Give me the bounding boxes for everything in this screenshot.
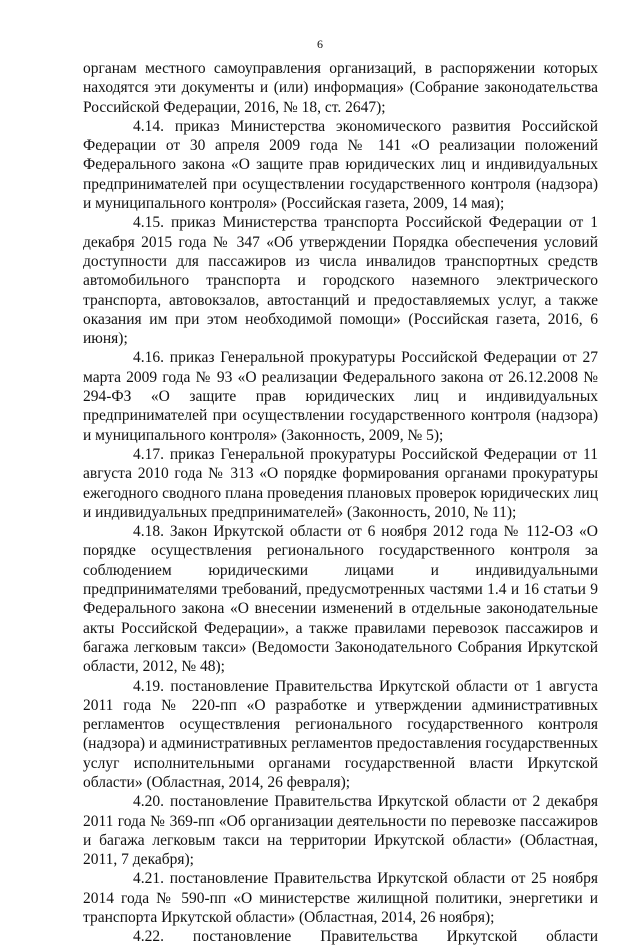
paragraph-4-21: 4.21. постановление Правительства Иркутской области от 25 ноября 2014 года № 590-пп «О министерстве жилищной политики, энергетики и транспорта Иркутской области» (Областная, 2014, 26 ноября);: [83, 870, 598, 927]
paragraph-4-19: 4.19. постановление Правительства Иркутской области от 1 августа 2011 года № 220-пп «О разработке и утверждении административных регламентов осуществления регионального государственного контроля (надзора) и административных регламентов предоставления государственных услуг исполнительными органами государственной власти Иркутской области» (Областная, 2014, 26 февраля);: [83, 677, 598, 791]
paragraph-4-17: 4.17. приказ Генеральной прокуратуры Российской Федерации от 11 августа 2010 года № 313 «О порядке формирования органами прокуратуры ежегодного сводного плана проведения плановых проверок юридических лиц и индивидуальных предпринимателей» (Законность, 2010, № 11);: [83, 445, 598, 521]
paragraph-4-15: 4.15. приказ Министерства транспорта Российской Федерации от 1 декабря 2015 года № 347 «Об утверждении Порядка обеспечения условий доступности для пассажиров из числа инвалидов транспортных средств автомобильного транспорта и городского наземного электрического транспорта, автовокзалов, автостанций и предоставляемых услуг, а также оказания им при этом необходимой помощи» (Российская газета, 2016, 6 июня);: [83, 214, 598, 348]
paragraph-4-16: 4.16. приказ Генеральной прокуратуры Российской Федерации от 27 марта 2009 года № 93 «О реализации Федерального закона от 26.12.2008 № 294-ФЗ «О защите прав юридических лиц и индивидуальных предпринимателей при осуществлении государственного контроля (надзора) и муниципального контроля» (Законность, 2009, № 5);: [83, 349, 598, 444]
paragraph-4-18: 4.18. Закон Иркутской области от 6 ноября 2012 года № 112-ОЗ «О порядке осуществления регионального государственного контроля за соблюдением юридическими лицами и индивидуальными предпринимателями требований, предусмотренных частями 1.4 и 16 статьи 9 Федерального закона «О внесении изменений в отдельные законодательные акты Российской Федерации», а также правилами перевозок пассажиров и багажа легковым такси» (Ведомости Законодательного Собрания Иркутской области, 2012, № 48);: [83, 523, 598, 676]
paragraph-4-14: 4.14. приказ Министерства экономического развития Российской Федерации от 30 апреля 2009 года № 141 «О реализации положений Федерального закона «О защите прав юридических лиц и индивидуальных предпринимателей при осуществлении государственного контроля (надзора) и муниципального контроля» (Российская газета, 2009, 14 мая);: [83, 117, 598, 213]
document-body: [83, 59, 598, 947]
paragraph-continuation: органам местного самоуправления организаций, в распоряжении которых находятся эти документы и (или) информация» (Собрание законодательства Российской Федерации, 2016, № 18, ст. 2647);: [83, 60, 598, 116]
paragraph-4-22: 4.22. постановление Правительства Иркутской области: [133, 928, 598, 946]
page-number: 6: [317, 37, 323, 51]
paragraph-4-20: 4.20. постановление Правительства Иркутской области от 2 декабря 2011 года № 369-пп «Об организации деятельности по перевозке пассажиров и багажа легковым такси на территории Иркутской области» (Областная, 2011, 7 декабря);: [83, 793, 598, 869]
